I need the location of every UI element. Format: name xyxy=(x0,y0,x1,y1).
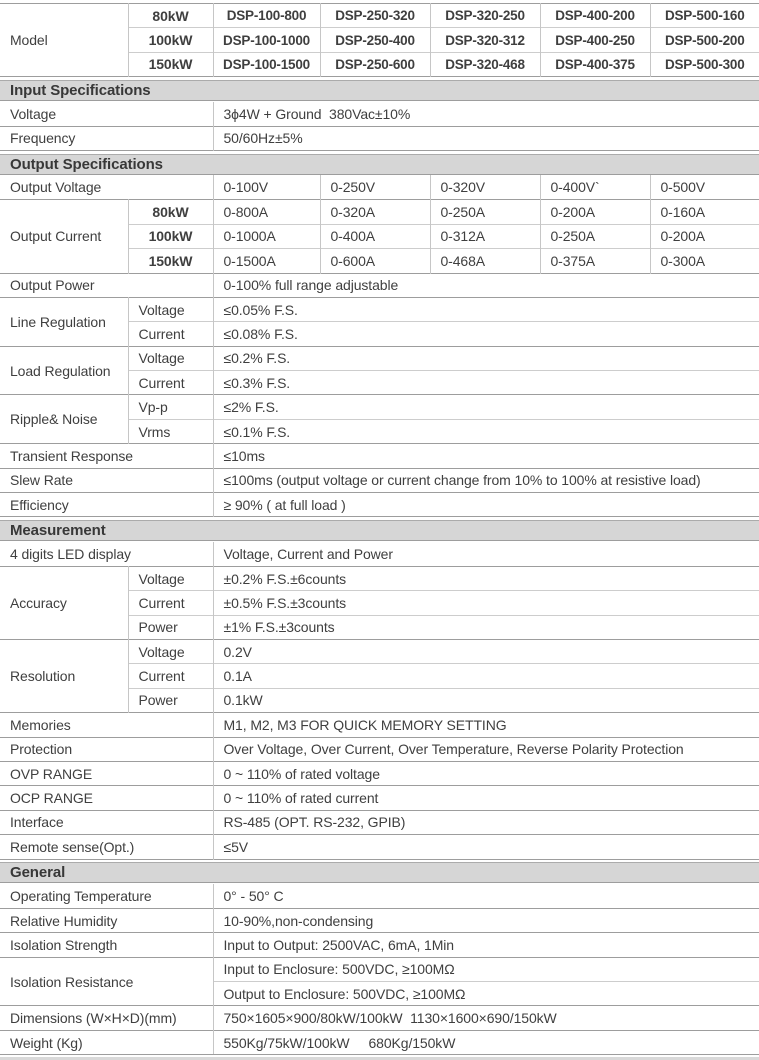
table-row xyxy=(0,761,759,785)
spec-label: Ripple& Noise xyxy=(0,395,128,444)
spec-sublabel: Voltage xyxy=(128,639,213,663)
table-row xyxy=(0,102,759,126)
spec-label: OVP RANGE xyxy=(0,761,213,785)
table-row xyxy=(0,957,759,981)
spec-value: Over Voltage, Over Current, Over Temperature, Reverse Polarity Protection xyxy=(213,737,759,761)
spec-label: Line Regulation xyxy=(0,297,128,346)
spec-value: Voltage, Current and Power xyxy=(223,545,393,562)
spec-value: 3ϕ4W + Ground 380Vac±10% xyxy=(223,105,411,122)
model-number: DSP-100-1500 xyxy=(213,52,320,76)
table-row xyxy=(0,810,759,834)
spec-label: Relative Humidity xyxy=(0,908,213,932)
model-number: DSP-250-400 xyxy=(320,28,430,52)
table-row xyxy=(0,639,759,663)
spec-value: 0-1500A xyxy=(213,249,320,273)
spec-value: 50/60Hz±5% xyxy=(213,126,759,150)
spec-value: 10-90%,non-condensing xyxy=(213,908,759,932)
spec-sublabel: Power xyxy=(128,688,213,712)
spec-sublabel: Power xyxy=(128,615,213,639)
spec-value: ≤0.05% F.S. xyxy=(213,297,759,321)
spec-value: RS-485 (OPT. RS-232, GPIB) xyxy=(213,810,759,834)
spec-value: 550Kg/75kW/100kW 680Kg/150kW xyxy=(213,1030,759,1054)
spec-value: 0-400V` xyxy=(540,175,650,199)
spec-value: ≥ 90% ( at full load ) xyxy=(213,493,759,517)
spec-value: ±0.5% F.S.±3counts xyxy=(213,591,759,615)
model-number: DSP-320-250 xyxy=(430,4,540,28)
table-row xyxy=(0,175,759,199)
spec-value: 0-500V xyxy=(660,179,706,196)
spec-value: 0-320A xyxy=(320,200,430,224)
model-number: DSP-500-160 xyxy=(650,4,759,28)
spec-value: 0-100V xyxy=(213,175,320,199)
spec-value: Output to Enclosure: 500VDC, ≥100MΩ xyxy=(213,982,759,1006)
power-rating: 150kW xyxy=(128,249,213,273)
spec-value: 0.2V xyxy=(213,639,759,663)
table-row xyxy=(0,786,759,810)
spec-label: 4 digits LED display xyxy=(0,542,213,566)
table-row xyxy=(0,200,759,224)
model-number: DSP-250-600 xyxy=(320,52,430,76)
model-number: DSP-320-468 xyxy=(430,52,540,76)
spec-label: Isolation Resistance xyxy=(0,957,213,1006)
spec-value: 0-250V xyxy=(320,175,430,199)
spec-value: 0-400A xyxy=(320,224,430,248)
model-number: DSP-100-800 xyxy=(213,4,320,28)
spec-sublabel: Current xyxy=(128,371,213,395)
spec-value: 0-600A xyxy=(320,249,430,273)
spec-value: 750×1605×900/80kW/100kW 1130×1600×690/150kW xyxy=(213,1006,759,1030)
table-row xyxy=(0,737,759,761)
table-row xyxy=(0,1030,759,1054)
spec-sublabel: Voltage xyxy=(128,566,213,590)
table-row xyxy=(0,542,759,566)
table-row xyxy=(0,713,759,737)
spec-label: Operating Temperature xyxy=(0,884,213,908)
spec-label: Interface xyxy=(0,810,213,834)
power-rating: 150kW xyxy=(128,52,213,76)
power-rating: 100kW xyxy=(128,28,213,52)
spec-label: Dimensions (W×H×D)(mm) xyxy=(0,1006,213,1030)
table-row xyxy=(0,126,759,150)
spec-value: ±0.2% F.S.±6counts xyxy=(213,566,759,590)
spec-label: Frequency xyxy=(0,126,213,150)
table-row xyxy=(0,444,759,468)
table-row xyxy=(0,273,759,297)
spec-value: 0-200A xyxy=(540,200,650,224)
model-number: DSP-500-300 xyxy=(650,52,759,76)
spec-label: Output Power xyxy=(0,273,213,297)
spec-value: 0.1kW xyxy=(213,688,759,712)
model-number: DSP-320-312 xyxy=(430,28,540,52)
spec-label: Model xyxy=(0,4,128,77)
spec-value: 0-250A xyxy=(540,224,650,248)
spec-value: ≤100ms (output voltage or current change from 10% to 100% at resistive load) xyxy=(213,468,759,492)
table-row xyxy=(0,493,759,517)
table-row xyxy=(0,908,759,932)
spec-sublabel: Vp-p xyxy=(128,395,213,419)
spec-label: Isolation Strength xyxy=(0,933,213,957)
table-row xyxy=(0,395,759,419)
section-header: Output Specifications xyxy=(0,154,759,175)
spec-sublabel: Current xyxy=(128,664,213,688)
table-row xyxy=(0,835,759,859)
section-row xyxy=(0,859,759,884)
section-row xyxy=(0,517,759,542)
spec-value: ≤0.3% F.S. xyxy=(213,371,759,395)
table-row xyxy=(0,1006,759,1030)
specifications-table xyxy=(0,3,759,1055)
section-header: Input Specifications xyxy=(0,80,759,101)
spec-label: Protection xyxy=(0,737,213,761)
spec-sublabel: Current xyxy=(128,591,213,615)
spec-value: 0-250A xyxy=(430,200,540,224)
table-row xyxy=(0,297,759,321)
spec-value: 0-320V xyxy=(430,175,540,199)
spec-value: 0° - 50° C xyxy=(223,887,284,904)
spec-value: 0-375A xyxy=(540,249,650,273)
spec-label: Output Voltage xyxy=(0,175,213,199)
spec-value: ≤5V xyxy=(213,835,759,859)
spec-value: ≤0.2% F.S. xyxy=(213,346,759,370)
spec-label: Output Current xyxy=(0,200,128,273)
spec-value: 0-200A xyxy=(650,224,759,248)
model-number: DSP-400-250 xyxy=(540,28,650,52)
section-header: General xyxy=(0,862,759,883)
model-number: DSP-400-200 xyxy=(540,4,650,28)
spec-label: Transient Response xyxy=(0,444,213,468)
spec-value: ≤0.1% F.S. xyxy=(213,419,759,443)
model-number: DSP-250-320 xyxy=(320,4,430,28)
table-row xyxy=(0,346,759,370)
spec-value: 0-300A xyxy=(650,249,759,273)
model-number: DSP-400-375 xyxy=(540,52,650,76)
power-rating: 80kW xyxy=(128,200,213,224)
spec-label: OCP RANGE xyxy=(0,786,213,810)
spec-value: 0-312A xyxy=(430,224,540,248)
spec-value: 0-468A xyxy=(430,249,540,273)
spec-value: 0-1000A xyxy=(213,224,320,248)
spec-label: Slew Rate xyxy=(0,468,213,492)
spec-table-body xyxy=(0,4,759,1055)
spec-value: ≤10ms xyxy=(213,444,759,468)
model-number: DSP-100-1000 xyxy=(213,28,320,52)
spec-sublabel: Voltage xyxy=(128,346,213,370)
table-row xyxy=(0,933,759,957)
spec-label: Remote sense(Opt.) xyxy=(0,835,213,859)
table-row xyxy=(0,566,759,590)
section-header: Measurement xyxy=(0,520,759,541)
power-rating: 80kW xyxy=(128,4,213,28)
spec-value: M1, M2, M3 FOR QUICK MEMORY SETTING xyxy=(213,713,759,737)
spec-value: 0 ~ 110% of rated current xyxy=(213,786,759,810)
spec-value: ±1% F.S.±3counts xyxy=(213,615,759,639)
model-number: DSP-500-200 xyxy=(650,28,759,52)
spec-label: Weight (Kg) xyxy=(0,1030,213,1054)
spec-sublabel: Voltage xyxy=(128,297,213,321)
spec-value: ≤0.08% F.S. xyxy=(213,322,759,346)
spec-label: Efficiency xyxy=(0,493,213,517)
spec-sublabel: Current xyxy=(128,322,213,346)
spec-value: 0 ~ 110% of rated voltage xyxy=(213,761,759,785)
spec-label: Load Regulation xyxy=(0,346,128,395)
power-rating: 100kW xyxy=(128,224,213,248)
spec-value: Input to Enclosure: 500VDC, ≥100MΩ xyxy=(213,957,759,981)
table-row xyxy=(0,4,759,28)
spec-value: 0.1A xyxy=(213,664,759,688)
spec-label: Memories xyxy=(0,713,213,737)
spec-label: Voltage xyxy=(0,102,213,126)
spec-value: 0-160A xyxy=(650,200,759,224)
spec-label: Resolution xyxy=(0,639,128,712)
table-row xyxy=(0,468,759,492)
spec-value: ≤2% F.S. xyxy=(213,395,759,419)
section-row xyxy=(0,77,759,102)
spec-value: 0-100% full range adjustable xyxy=(213,273,759,297)
section-row xyxy=(0,150,759,175)
spec-value: Input to Output: 2500VAC, 6mA, 1Min xyxy=(213,933,759,957)
table-row xyxy=(0,884,759,908)
spec-sublabel: Vrms xyxy=(128,419,213,443)
spec-value: 0-800A xyxy=(213,200,320,224)
spec-label: Accuracy xyxy=(0,566,128,639)
